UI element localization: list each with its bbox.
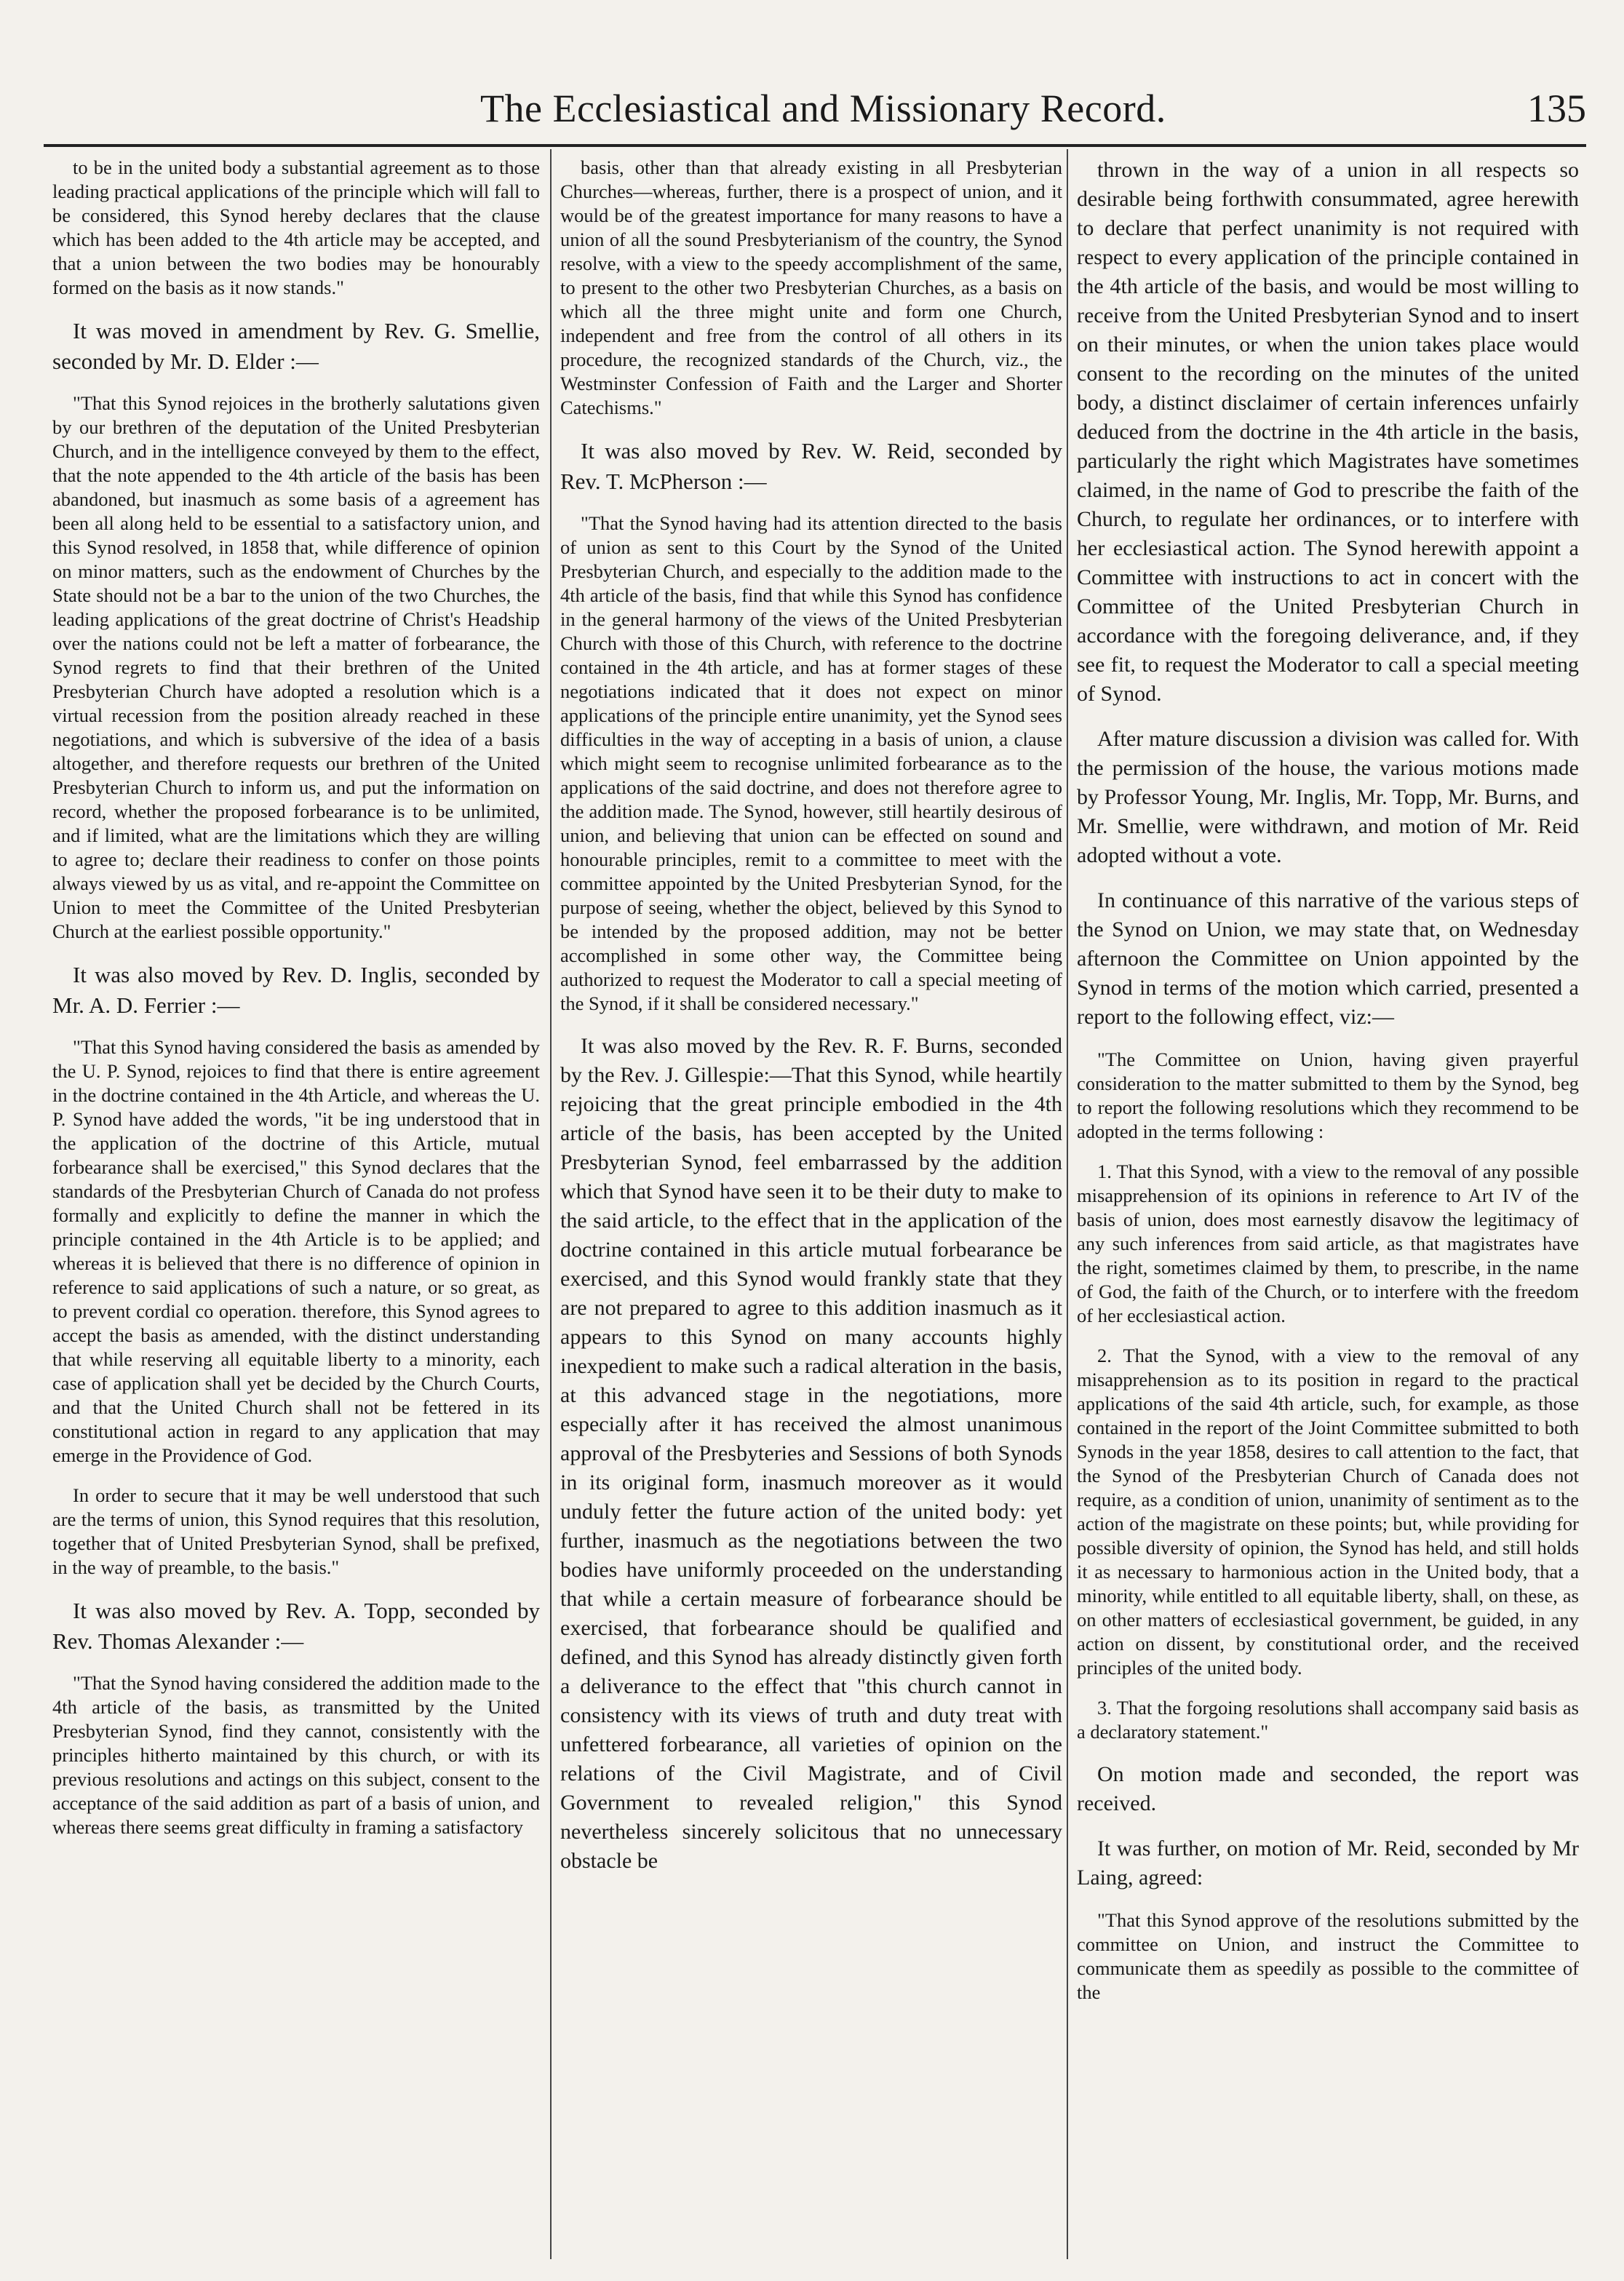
paragraph: It was also moved by Rev. W. Reid, seconded by Rev. T. McPherson :—	[560, 438, 1062, 494]
paragraph: 1. That this Synod, with a view to the removal of any possible misapprehension of its opinions in reference to Art IV of the basis of union, does most earnestly disavow the legitimacy of any such inferences from said article, as that magistrates have the right, sometimes claimed by them, to prescribe, in the name of God, the faith of the Church, or to interfere with the freedom of her ecclesiastical action.	[1077, 1161, 1579, 1326]
page-header	[44, 80, 1586, 138]
paragraph: 3. That the forgoing resolutions shall accompany said basis as a declaratory statement."	[1077, 1697, 1579, 1743]
paragraph: After mature discussion a division was called for. With the permission of the house, the various motions made by Professor Young, Mr. Inglis, Mr. Topp, Mr. Burns, and Mr. Smellie, were withdrawn, and motion of Mr. Reid adopted without a vote.	[1077, 727, 1579, 867]
text-column-2	[560, 156, 1062, 2252]
paragraph: In continuance of this narrative of the various steps of the Synod on Union, we may state that, on Wednesday afternoon the Committee on Union appointed by the Synod in terms of the motion which carried, presented a report to the following effect, viz:—	[1077, 888, 1579, 1029]
paragraph: "That this Synod rejoices in the brotherly salutations given by our brethren of the deputation of the United Presbyterian Church, and in the intelligence conveyed by them to the effect, that the note appended to the 4th article of the basis has been abandoned, but inasmuch as some basis of a agreement has been all along held to be essential to a satisfactory union, and this Synod resolved, in 1858 that, while difference of opinion on minor matters, such as the endowment of Churches by the State should not be a bar to the union of the two Churches, the leading applications of the great doctrine of Christ's Headship over the nations could not be left a matter of forbearance, the Synod regrets to find that their brethren of the United Presbyterian Church have adopted a resolution which is a virtual recession from the position already reached in these negotiations, and which is subversive of the idea of a basis altogether, and therefore requests our brethren of the United Presbyterian Church to inform us, and put the information on record, whether the proposed forbearance is to be unlimited, and if limited, what are the limitations which they are willing to agree to; declare their readiness to confer on those points always viewed by us as vital, and re-appoint the Committee on Union to meet the Committee of the United Presbyterian Church at the earliest possible opportunity."	[52, 392, 540, 942]
paragraph: 2. That the Synod, with a view to the removal of any misapprehension as to its position in regard to the practical applications of the said 4th article, such, for example, as those contained in the report of the Joint Committee submitted to both Synods in the year 1858, desires to call attention to the fact, that the Synod of the Presbyterian Church of Canada does not require, as a condition of union, unanimity of sentiment as to the action of the magistrate on these points; but, while providing for possible diversity of opinion, the Synod has held, and still holds it as necessary to harmonious action in the United body, that a minority, while entitled to all equitable liberty, shall, on these, as on other matters of ecclesiastical government, be guided, in any action on dissent, by constitutional order, and the received principles of the united body.	[1077, 1345, 1579, 1679]
paragraph: It was further, on motion of Mr. Reid, seconded by Mr Laing, agreed:	[1077, 1836, 1579, 1890]
paragraph: In order to secure that it may be well understood that such are the terms of union, this Synod requires that this resolution, together that of United Presbyterian Synod, shall be prefixed, in the way of preamble, to the basis."	[52, 1484, 540, 1578]
paragraph: It was moved in amendment by Rev. G. Smellie, seconded by Mr. D. Elder :—	[52, 318, 540, 374]
column-divider	[1067, 149, 1068, 2259]
paragraph: On motion made and seconded, the report was received.	[1077, 1762, 1579, 1815]
paragraph: thrown in the way of a union in all respects so desirable being forthwith consummated, agree herewith to declare that perfect unanimity is not required with respect to every application of the principle contained in the 4th article of the basis, and would be most willing to receive from the United Presbyterian Synod and to insert on their minutes, or when the union takes place would consent to the recording on the minutes of the united body, a distinct disclaimer of certain inferences unfairly deduced from the doctrine in the 4th article in the basis, particularly the right which Magistrates have sometimes claimed, in the name of God to prescribe the faith of the Church, to regulate her ordinances, or to interfere with her ecclesiastical action. The Synod herewith appoint a Committee with instructions to act in concert with the Committee of the United Presbyterian Church in accordance with the foregoing deliverance, and, if they see fit, to request the Moderator to call a special meeting of Synod.	[1077, 158, 1579, 706]
paragraph: "That this Synod having considered the basis as amended by the U. P. Synod, rejoices to find that there is entire agreement in the doctrine contained in the 4th Article, and whereas the U. P. Synod have added the words, "it be ing understood that in the application of the doctrine of this Article, mutual forbearance shall be exercised," this Synod declares that the standards of the Presbyterian Church of Canada do not profess formally and explicitly to define the manner in which the principle contained in the 4th Article is to be applied; and whereas it is believed that there is no difference of opinion in reference to said applications of such a nature, or so great, as to prevent cordial co operation. therefore, this Synod agrees to accept the basis as amended, with the distinct understanding that while reserving all equitable liberty to a minority, each case of application shall yet be decided by the Church Courts, and that the United Church shall not be fettered in its constitutional action in regard to any application that may emerge in the Providence of God.	[52, 1036, 540, 1466]
text-column-3	[1077, 156, 1579, 2252]
paragraph: "That the Synod having considered the addition made to the 4th article of the basis, as transmitted by the United Presbyterian Synod, find they cannot, consistently with the principles hitherto maintained by this church, or with its previous resolutions and actings on this subject, consent to the acceptance of the said addition as part of a basis of union, and whereas there seems great difficulty in framing a satisfactory	[52, 1672, 540, 1838]
paragraph: It was also moved by Rev. D. Inglis, seconded by Mr. A. D. Ferrier :—	[52, 962, 540, 1018]
running-title: The Ecclesiastical and Missionary Record.	[480, 87, 1166, 130]
paragraph: to be in the united body a substantial agreement as to those leading practical applications of the principle which will fall to be considered, this Synod hereby declares that the clause which has been added to the 4th article may be accepted, and that a union between the two bodies may be honourably formed on the basis as it now stands."	[52, 156, 540, 298]
column-divider	[550, 149, 552, 2259]
paragraph: It was also moved by Rev. A. Topp, seconded by Rev. Thomas Alexander :—	[52, 1598, 540, 1654]
text-column-1	[52, 156, 540, 2252]
paragraph: "The Committee on Union, having given prayerful consideration to the matter submitted to them by the Synod, beg to report the following resolutions which they recommend to be adopted in the terms following :	[1077, 1048, 1579, 1142]
paragraph: "That this Synod approve of the resolutions submitted by the committee on Union, and instruct the Committee to communicate them as speedily as possible to the committee of the	[1077, 1909, 1579, 2003]
header-rule	[44, 144, 1586, 147]
page-number: 135	[1527, 87, 1586, 130]
paragraph: "That the Synod having had its attention directed to the basis of union as sent to this Court by the Synod of the United Presbyterian Church, and especially to the addition made to the 4th article of the basis, find that while this Synod has confidence in the general harmony of the views of the United Presbyterian Church with those of this Church, with reference to the doctrine contained in the 4th article, and has at former stages of these negotiations indicated that it does not expect on minor applications of the principle entire unanimity, yet the Synod sees difficulties in the way of accepting in a basis of union, a clause which might seem to recognise unlimited forbearance as to the applications of the said doctrine, and does not therefore agree to the addition made. The Synod, however, still heartily desirous of union, and believing that union can be effected on sound and honourable principles, remit to a committee to meet with the committee appointed by the United Presbyterian Synod, for the purpose of seeing, whether the object, believed by this Synod to be intended by the proposed addition, may not be better accomplished in some other way, the Committee being authorized to request the Moderator to call a special meeting of the Synod, if it shall be considered necessary."	[560, 512, 1062, 1014]
paragraph: basis, other than that already existing in all Presbyterian Churches—whereas, further, there is a prospect of union, and it would be of the greatest importance for many reasons to have a union of all the sound Presbyterianism of the country, the Synod resolve, with a view to the speedy accomplishment of the same, to present to the other two Presbyterian Churches, as a basis on which all the three might unite and form one Church, independent and free from the control of all others in its procedure, the recognized standards of the Church, viz., the Westminster Confession of Faith and the Larger and Shorter Catechisms."	[560, 156, 1062, 418]
paragraph: It was also moved by the Rev. R. F. Burns, seconded by the Rev. J. Gillespie:—That this Synod, while heartily rejoicing that the great principle embodied in the 4th article of the basis, has been accepted by the United Presbyterian Synod, feel embarrassed by the addition which that Synod have seen it to be their duty to make to the said article, to the effect that in the application of the doctrine contained in this article mutual forbearance be exercised, and this Synod would frankly state that they are not prepared to agree to this addition inasmuch as it appears to this Synod on many accounts highly inexpedient to make such a radical alteration in the basis, at this advanced stage in the negotiations, more especially after it has received the almost unanimous approval of the Presbyteries and Sessions of both Synods in its original form, inasmuch moreover as it would unduly fetter the future action of the united body: yet further, inasmuch as the negotiations between the two bodies have uniformly proceeded on the understanding that while a certain measure of forbearance should be exercised, that forbearance should be qualified and defined, and this Synod has already distinctly given forth a deliverance to the effect that "this church cannot in consistency with its views of truth and duty treat with unfettered forbearance, all varieties of opinion on the relations of the Civil Magistrate, and of Civil Government to revealed religion," this Synod nevertheless sincerely solicitous that no unnecessary obstacle be	[560, 1034, 1062, 1873]
